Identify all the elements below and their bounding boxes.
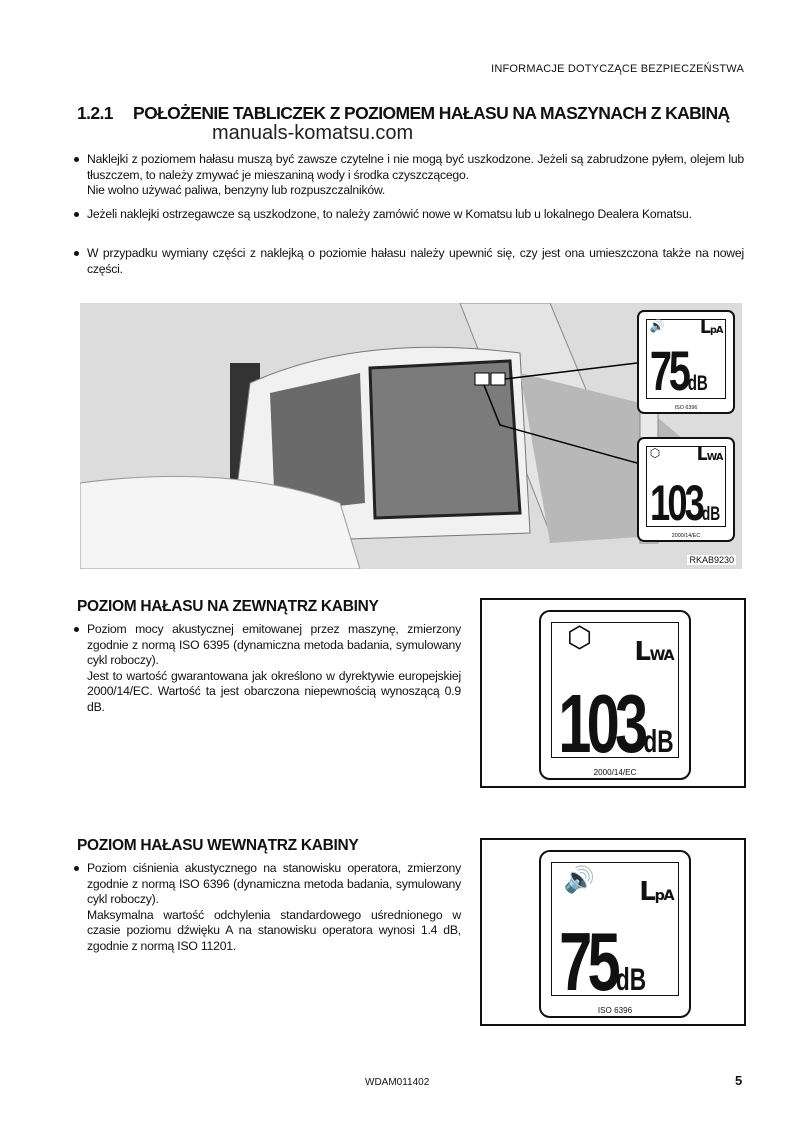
value-number: 75: [649, 339, 688, 402]
label-value: [649, 339, 708, 402]
bullet-text: Poziom mocy akustycznej emitowanej przez maszynę, zmierzony zgodnie z normą ISO 6395 (dynamiczna metoda badania, symulowany cykl roboczy).: [87, 622, 461, 667]
inside-heading: POZIOM HAŁASU WEWNĄTRZ KABINY: [77, 837, 359, 854]
running-header: INFORMACJE DOTYCZĄCE BEZPIECZEŃSTWA: [491, 63, 744, 75]
section-number: 1.2.1: [77, 103, 113, 123]
label-caption: ISO 6396: [674, 404, 698, 411]
lpa-noise-label-small: [637, 310, 735, 414]
lwa-label-figure: [480, 598, 746, 788]
machine-photo: [80, 303, 742, 569]
value-number: 75: [559, 914, 616, 1008]
label-symbol: [634, 638, 673, 667]
bullet-text: Nie wolno używać paliwa, benzyny lub rozpuszczalników.: [87, 183, 386, 197]
bullet-item: [87, 152, 744, 199]
speaker-icon: 🔊: [649, 318, 665, 333]
symbol-letter: L: [634, 637, 650, 668]
value-number: 103: [650, 473, 702, 531]
value-unit: dB: [701, 503, 721, 525]
label-symbol: [639, 878, 673, 907]
label-caption: 2000/14/EC: [593, 767, 637, 777]
document-code: WDAM011402: [365, 1077, 430, 1088]
symbol-letter: L: [699, 317, 711, 338]
page-number: 5: [735, 1073, 743, 1088]
label-value: [558, 676, 674, 770]
value-unit: dB: [615, 961, 647, 997]
lwa-noise-label: [539, 610, 691, 780]
lpa-label-figure: [480, 838, 746, 1026]
lpa-noise-label: [539, 850, 691, 1018]
section-title-text: POŁOŻENIE TABLICZEK Z POZIOMEM HAŁASU NA MASZYNACH Z KABINĄ: [133, 103, 730, 123]
bullet-text: Jest to wartość gwarantowana jak określono w dyrektywie europejskiej 2000/14/EC. Wartość ta jest obarczona niepewnością wynoszącą 0.9 dB.: [87, 668, 461, 714]
symbol-sub: pA: [710, 324, 723, 336]
symbol-sub: WA: [649, 648, 674, 665]
label-caption: 2000/14/EC: [671, 532, 701, 539]
speaker-icon: 🔊: [563, 865, 596, 894]
value-unit: dB: [643, 723, 674, 759]
bullet-text: W przypadku wymiany części z naklejką o poziomie hałasu należy upewnić się, czy jest ona umieszczona także na nowej części.: [87, 246, 744, 276]
label-symbol: [697, 446, 723, 465]
bullet-item: [87, 861, 461, 954]
label-caption: ISO 6396: [597, 1005, 633, 1015]
label-value: [558, 914, 647, 1008]
bullet-text: Naklejki z poziomem hałasu muszą być zawsze czytelne i nie mogą być uszkodzone. Jeżeli są zabrudzone pyłem, olejem lub tłuszczem, to należy zmywać je mieszaniną wody i środka czyszczącego.: [87, 152, 744, 182]
label-symbol: [700, 319, 723, 338]
bullet-text: Poziom ciśnienia akustycznego na stanowisku operatora, zmierzony zgodnie z normą ISO 6396 (dynamiczna metoda badania, symulowany cykl roboczy).: [87, 861, 461, 906]
lwa-noise-label-small: [637, 437, 735, 542]
bullet-item: [87, 246, 744, 277]
symbol-letter: L: [696, 444, 707, 465]
watermark: manuals-komatsu.com: [212, 122, 414, 144]
outside-heading: POZIOM HAŁASU NA ZEWNĄTRZ KABINY: [77, 598, 379, 615]
bullet-item: [87, 207, 744, 223]
value-unit: dB: [687, 371, 708, 395]
section-title: [77, 103, 757, 124]
symbol-sub: WA: [706, 451, 723, 463]
bullet-text: Jeżeli naklejki ostrzegawcze są uszkodzone, to należy zamówić nowe w Komatsu lub u lokalnego Dealera Komatsu.: [87, 207, 692, 221]
bullet-item: [87, 622, 461, 715]
speaker-hexagon-icon: ⬡: [566, 621, 593, 654]
value-number: 103: [558, 676, 644, 770]
symbol-letter: L: [639, 877, 655, 908]
label-value: [650, 473, 721, 531]
symbol-sub: pA: [654, 888, 674, 905]
speaker-hexagon-icon: ⬡: [649, 445, 661, 460]
bullet-text: Maksymalna wartość odchylenia standardowego uśrednionego w czasie poziomu dźwięku A na stanowisku operatora wynosi 1.4 dB, zgodnie z normą ISO 11201.: [87, 907, 461, 953]
photo-code: RKAB9230: [689, 555, 734, 565]
